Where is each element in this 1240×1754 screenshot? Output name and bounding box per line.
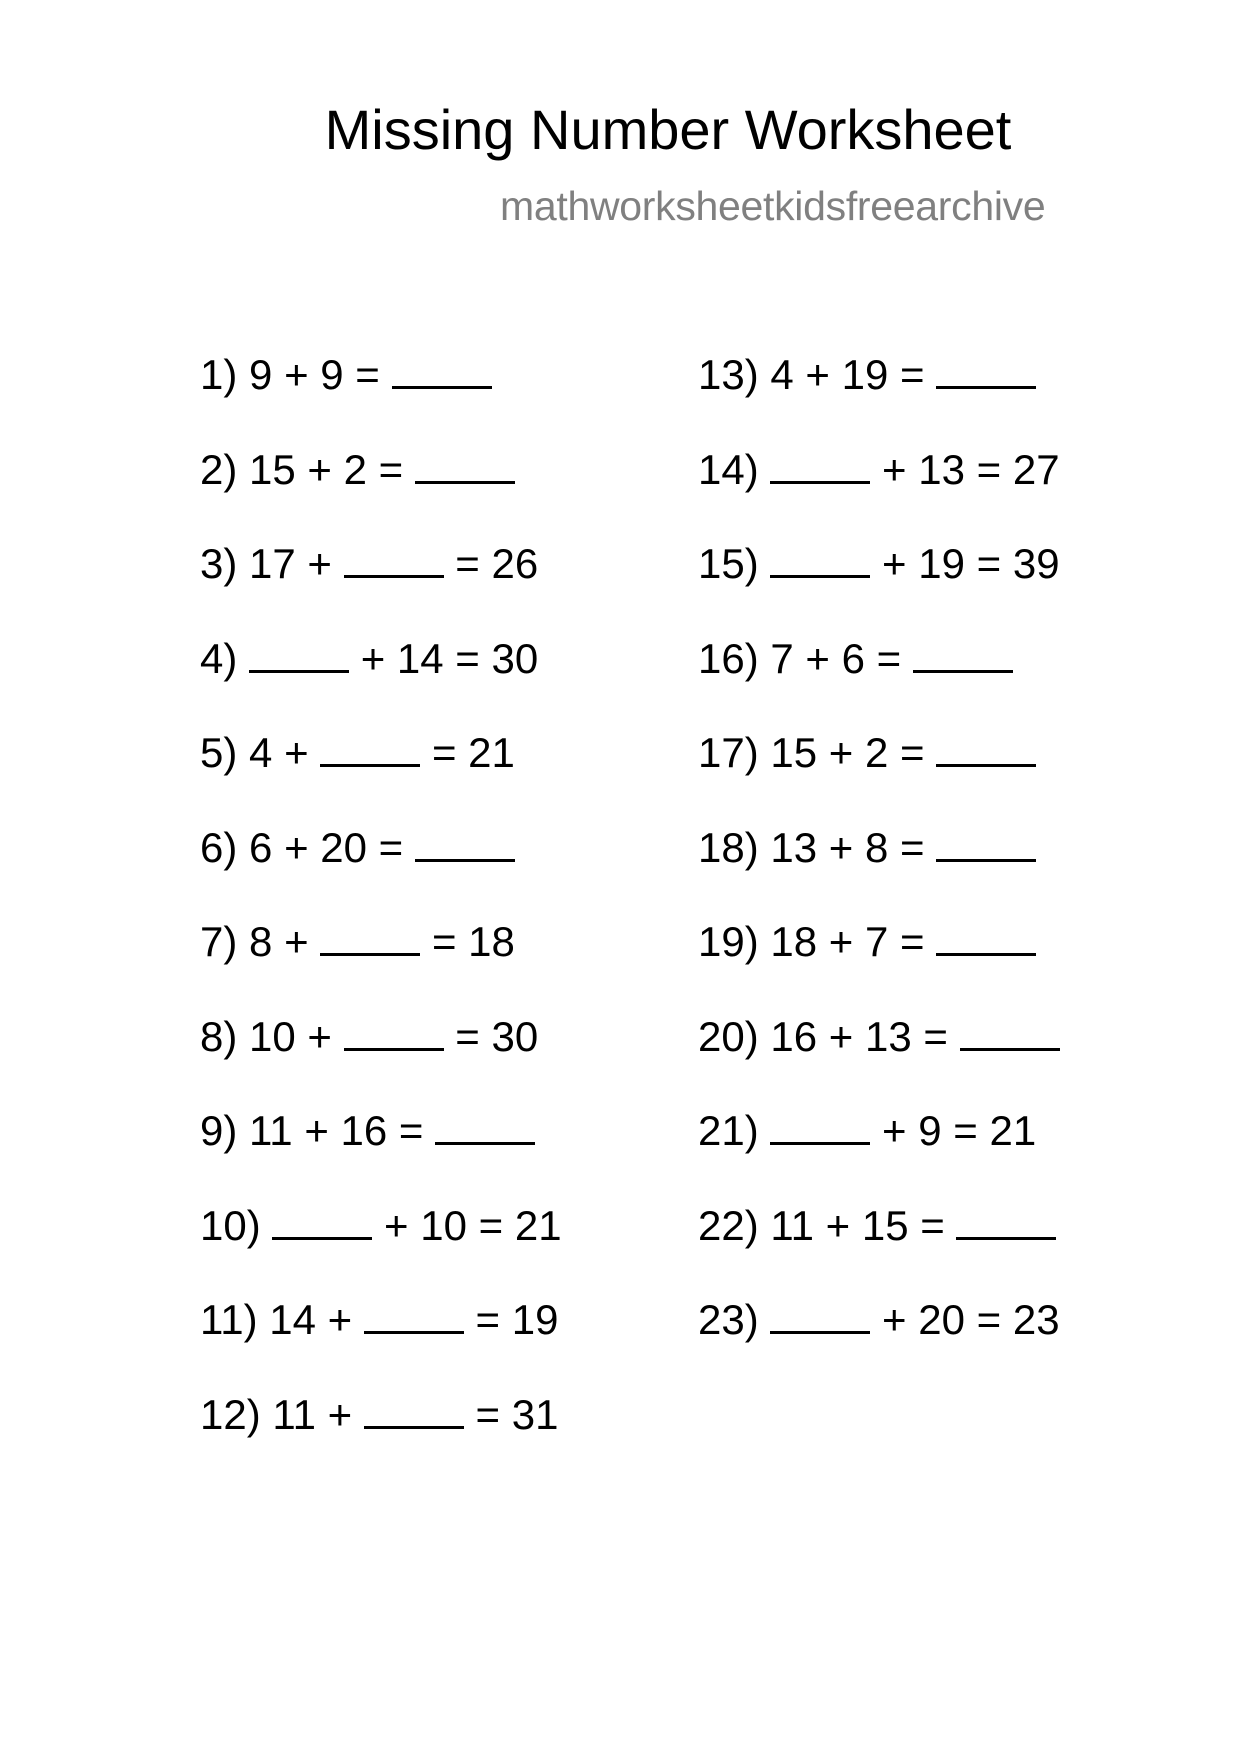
problem-item xyxy=(200,1386,562,1481)
problem-number: 15) xyxy=(698,540,759,587)
answer-blank[interactable] xyxy=(364,1291,464,1334)
problem-number: 11) xyxy=(200,1296,258,1343)
problem-number: 14) xyxy=(698,445,759,493)
operand-b: 20 xyxy=(918,1296,965,1343)
plus-sign: + xyxy=(828,918,854,965)
problem-number: 16) xyxy=(698,634,759,682)
problem-item xyxy=(698,1197,1060,1292)
operand-b: 19 xyxy=(918,540,965,587)
result: 39 xyxy=(1012,540,1060,587)
problem-number: 3) xyxy=(200,540,238,587)
problem-item xyxy=(200,724,562,819)
plus-sign: + xyxy=(307,445,332,493)
problem-item xyxy=(698,441,1060,536)
result: 21 xyxy=(989,1107,1037,1154)
problem-number: 23) xyxy=(698,1296,759,1343)
problem-item xyxy=(698,535,1060,630)
operand-b: 6 xyxy=(841,634,865,682)
result: 21 xyxy=(468,729,515,776)
answer-blank[interactable] xyxy=(913,630,1013,673)
problem-number: 17) xyxy=(698,729,759,776)
problem-item xyxy=(698,1008,1060,1103)
answer-blank[interactable] xyxy=(320,724,420,767)
equals-sign: = xyxy=(475,1296,501,1343)
operand-a: 4 xyxy=(770,351,794,398)
problem-number: 18) xyxy=(698,823,759,871)
problem-number: 6) xyxy=(200,823,238,871)
operand-a: 15 xyxy=(249,445,296,493)
operand-a: 15 xyxy=(770,729,818,776)
problems-column-right xyxy=(698,346,1060,1386)
plus-sign: + xyxy=(327,1390,353,1438)
operand-b: 7 xyxy=(864,918,889,965)
operand-b: 9 xyxy=(320,351,344,398)
problem-item xyxy=(200,346,562,441)
answer-blank[interactable] xyxy=(415,819,515,862)
answer-blank[interactable] xyxy=(960,1008,1060,1051)
operand-b: 15 xyxy=(861,1201,909,1249)
answer-blank[interactable] xyxy=(936,346,1036,389)
problem-item xyxy=(200,913,562,1008)
answer-blank[interactable] xyxy=(770,535,870,578)
answer-blank[interactable] xyxy=(392,346,492,389)
problem-number: 10) xyxy=(200,1201,261,1249)
answer-blank[interactable] xyxy=(770,1102,870,1145)
problem-number: 22) xyxy=(698,1201,759,1249)
plus-sign: + xyxy=(307,540,332,587)
equals-sign: = xyxy=(378,823,404,871)
operand-a: 7 xyxy=(770,634,794,682)
answer-blank[interactable] xyxy=(364,1386,464,1429)
result: 26 xyxy=(491,540,539,587)
operand-a: 4 xyxy=(249,729,273,776)
plus-sign: + xyxy=(828,1012,854,1060)
problem-number: 8) xyxy=(200,1012,238,1060)
plus-sign: + xyxy=(882,445,907,493)
problem-item xyxy=(698,819,1060,914)
equals-sign: = xyxy=(920,1201,945,1249)
problem-item xyxy=(698,913,1060,1008)
equals-sign: = xyxy=(355,351,380,398)
equals-sign: = xyxy=(431,918,457,965)
answer-blank[interactable] xyxy=(936,913,1036,956)
operand-b: 19 xyxy=(841,351,889,398)
problem-number: 4) xyxy=(200,634,238,682)
plus-sign: + xyxy=(284,918,309,965)
problem-item xyxy=(698,724,1060,819)
problems-column-left xyxy=(200,346,562,1480)
answer-blank[interactable] xyxy=(415,441,515,484)
plus-sign: + xyxy=(805,351,830,398)
operand-b: 13 xyxy=(864,1012,912,1060)
answer-blank[interactable] xyxy=(770,1291,870,1334)
problem-item xyxy=(200,1197,562,1292)
equals-sign: = xyxy=(475,1390,501,1438)
equals-sign: = xyxy=(431,729,457,776)
problem-item xyxy=(200,1008,562,1103)
answer-blank[interactable] xyxy=(344,535,444,578)
plus-sign: + xyxy=(284,823,309,871)
problem-number: 21) xyxy=(698,1107,759,1154)
equals-sign: = xyxy=(923,1012,948,1060)
operand-a: 8 xyxy=(249,918,273,965)
equals-sign: = xyxy=(976,445,1002,493)
operand-b: 2 xyxy=(343,445,367,493)
operand-b: 13 xyxy=(918,445,965,493)
equals-sign: = xyxy=(398,1107,424,1154)
result: 19 xyxy=(511,1296,559,1343)
result: 27 xyxy=(1012,445,1060,493)
equals-sign: = xyxy=(455,540,480,587)
problem-number: 7) xyxy=(200,918,238,965)
answer-blank[interactable] xyxy=(936,724,1036,767)
plus-sign: + xyxy=(828,823,854,871)
equals-sign: = xyxy=(976,1296,1002,1343)
equals-sign: = xyxy=(900,351,925,398)
plus-sign: + xyxy=(304,1107,329,1154)
problem-item xyxy=(698,1291,1060,1386)
equals-sign: = xyxy=(876,634,902,682)
equals-sign: = xyxy=(478,1201,504,1249)
problem-number: 13) xyxy=(698,351,759,398)
result: 30 xyxy=(491,1012,539,1060)
problem-number: 9) xyxy=(200,1107,238,1154)
plus-sign: + xyxy=(882,1296,907,1343)
plus-sign: + xyxy=(805,634,830,682)
operand-b: 10 xyxy=(420,1201,467,1249)
problem-item xyxy=(698,630,1060,725)
operand-a: 18 xyxy=(770,918,818,965)
result: 21 xyxy=(514,1201,562,1249)
operand-a: 11 xyxy=(249,1107,293,1154)
problem-item xyxy=(200,1102,562,1197)
answer-blank[interactable] xyxy=(770,441,870,484)
equals-sign: = xyxy=(900,823,925,871)
operand-a: 11 xyxy=(272,1390,316,1438)
answer-blank[interactable] xyxy=(320,913,420,956)
result: 30 xyxy=(491,634,539,682)
worksheet-title: Missing Number Worksheet xyxy=(324,98,1012,161)
operand-a: 14 xyxy=(269,1296,316,1343)
problem-number: 20) xyxy=(698,1012,759,1060)
operand-b: 8 xyxy=(864,823,889,871)
problem-item xyxy=(200,630,562,725)
answer-blank[interactable] xyxy=(956,1197,1056,1240)
problem-item xyxy=(698,1102,1060,1197)
equals-sign: = xyxy=(900,729,925,776)
operand-a: 17 xyxy=(249,540,296,587)
plus-sign: + xyxy=(828,729,854,776)
operand-b: 2 xyxy=(864,729,889,776)
problem-item xyxy=(200,819,562,914)
plus-sign: + xyxy=(284,729,309,776)
result: 18 xyxy=(468,918,515,965)
equals-sign: = xyxy=(953,1107,978,1154)
operand-b: 20 xyxy=(320,823,367,871)
operand-b: 16 xyxy=(340,1107,388,1154)
equals-sign: = xyxy=(900,918,925,965)
plus-sign: + xyxy=(882,1107,907,1154)
plus-sign: + xyxy=(307,1012,332,1060)
equals-sign: = xyxy=(455,634,480,682)
operand-b: 9 xyxy=(918,1107,942,1154)
operand-a: 6 xyxy=(249,823,273,871)
plus-sign: + xyxy=(284,351,309,398)
answer-blank[interactable] xyxy=(249,630,349,673)
operand-a: 10 xyxy=(249,1012,296,1060)
equals-sign: = xyxy=(378,445,404,493)
problem-item xyxy=(200,535,562,630)
problem-item xyxy=(200,1291,562,1386)
answer-blank[interactable] xyxy=(936,819,1036,862)
problem-item xyxy=(200,441,562,536)
plus-sign: + xyxy=(360,634,386,682)
answer-blank[interactable] xyxy=(272,1197,372,1240)
plus-sign: + xyxy=(825,1201,851,1249)
problem-number: 1) xyxy=(200,351,238,398)
operand-a: 11 xyxy=(770,1201,814,1249)
plus-sign: + xyxy=(327,1296,353,1343)
problem-number: 2) xyxy=(200,445,238,493)
operand-b: 14 xyxy=(396,634,444,682)
worksheet-subtitle: mathworksheetkidsfreearchive xyxy=(500,183,1046,229)
operand-a: 16 xyxy=(770,1012,818,1060)
operand-a: 13 xyxy=(770,823,818,871)
result: 31 xyxy=(511,1390,559,1438)
answer-blank[interactable] xyxy=(344,1008,444,1051)
plus-sign: + xyxy=(384,1201,409,1249)
answer-blank[interactable] xyxy=(435,1102,535,1145)
operand-a: 9 xyxy=(249,351,273,398)
problem-item xyxy=(698,346,1060,441)
plus-sign: + xyxy=(882,540,907,587)
result: 23 xyxy=(1012,1296,1060,1343)
equals-sign: = xyxy=(455,1012,480,1060)
problem-number: 19) xyxy=(698,918,759,965)
problem-number: 12) xyxy=(200,1390,261,1438)
problem-number: 5) xyxy=(200,729,238,776)
equals-sign: = xyxy=(976,540,1002,587)
